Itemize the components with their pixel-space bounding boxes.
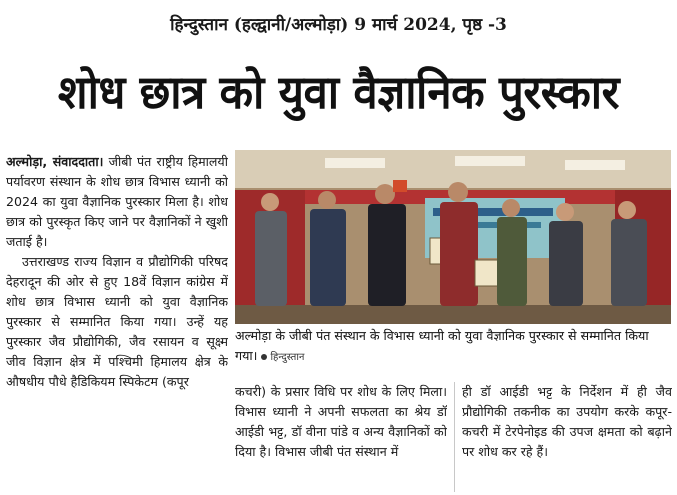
- credit-bullet-icon: [261, 354, 267, 360]
- byline: अल्मोड़ा, संवाददाता।: [6, 154, 104, 169]
- caption-text: अल्मोड़ा के जीबी पंत संस्थान के विभास ध्यानी को युवा वैज्ञानिक पुरस्कार से सम्मानित किया गया।: [235, 328, 649, 363]
- intro-paragraph: [6, 152, 228, 252]
- photo-caption: [235, 326, 671, 374]
- photo-credit: [261, 352, 304, 363]
- award-ceremony-photo: [235, 150, 671, 324]
- article-column-right: [462, 382, 672, 492]
- right-paragraph: ही डॉ आईडी भट्ट के निर्देशन में ही जैव प्रौद्योगिकी तकनीक का उपयोग करके कपूर-कचरी में टेरपेनोइड की उपज क्षमता को बढ़ाने पर शोध कर रहे हैं।: [462, 384, 672, 459]
- article-column-middle: [235, 382, 447, 492]
- dateline: हिन्दुस्तान (हल्द्वानी/अल्मोड़ा) 9 मार्च 2024, पृष्ठ -3: [170, 15, 507, 35]
- intro-text: जीबी पंत राष्ट्रीय हिमालयी पर्यावरण संस्थान के शोध छात्र विभास ध्यानी को 2024 का युवा वैज्ञानिक पुरस्कार मिला है। शोध छात्र को पुरस्कृत किए जाने पर वैज्ञानिकों ने खुशी जताई है।: [6, 154, 228, 249]
- credit-text: हिन्दुस्तान: [270, 352, 305, 363]
- middle-paragraph: कचरी) के प्रसार विधि पर शोध के लिए मिला। विभास ध्यानी ने अपनी सफलता का श्रेय डॉ आईडी भट्ट, डॉ वीना पांडे व अन्य वैज्ञानिकों को दिया है। विभास जीबी पंत संस्थान में: [235, 384, 447, 459]
- column-divider: [454, 382, 455, 492]
- headline: शोध छात्र को युवा वैज्ञानिक पुरस्कार: [57, 65, 620, 119]
- body-paragraph: उत्तराखण्ड राज्य विज्ञान व प्रौद्योगिकी परिषद देहरादून की ओर से हुए 18वें विज्ञान कांग्रेस में शोध छात्र विभास ध्यानी को युवा वैज्ञानिक पुरस्कार से सम्मानित किया गया। उन्हें यह पुरस्कार जैव प्रौद्योगिकी, जैव रसायन व सूक्ष्म जीव विज्ञान क्षेत्र में पश्चिमी हिमालय क्षेत्र के औषधीय पौधे हैडिकियम स्पिकेटम (कपूर: [6, 254, 228, 389]
- article-column-left: [6, 152, 228, 492]
